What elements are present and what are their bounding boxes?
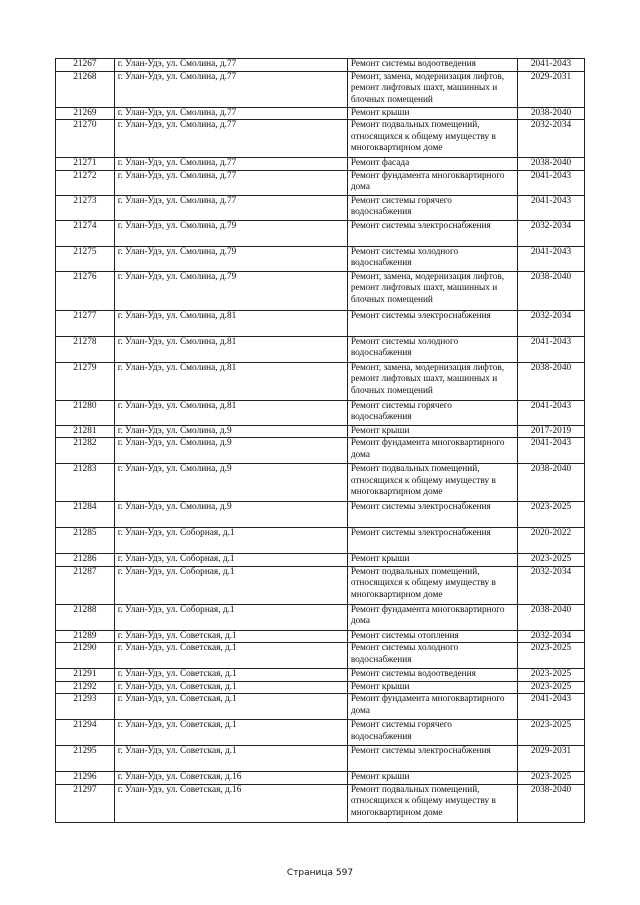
row-address: г. Улан-Удэ, ул. Советская, д.1 [114,694,347,720]
row-period: 2038-2040 [517,158,584,171]
row-period: 2032-2034 [517,310,584,336]
row-period: 2032-2034 [517,120,584,158]
row-work-type: Ремонт фундамента многоквартирного дома [347,438,517,464]
row-period: 2032-2034 [517,566,584,604]
row-period: 2023-2025 [517,554,584,567]
row-number: 21290 [56,643,115,669]
row-number: 21279 [56,362,115,400]
table-row [56,158,585,171]
table-body [56,59,585,823]
row-number: 21267 [56,59,115,72]
row-period: 2038-2040 [517,271,584,310]
row-address: г. Улан-Удэ, ул. Смолина, д.9 [114,438,347,464]
row-period: 2017-2019 [517,425,584,438]
row-work-type: Ремонт крыши [347,107,517,120]
row-period: 2041-2043 [517,246,584,271]
row-number: 21276 [56,271,115,310]
table-row [56,120,585,158]
row-address: г. Улан-Удэ, ул. Смолина, д.77 [114,107,347,120]
table-row [56,554,585,567]
row-period: 2032-2034 [517,630,584,643]
row-work-type: Ремонт системы электроснабжения [347,220,517,246]
row-period: 2023-2025 [517,643,584,669]
repair-schedule-table [55,58,585,823]
row-work-type: Ремонт фасада [347,158,517,171]
row-work-type: Ремонт крыши [347,681,517,694]
table-row [56,502,585,528]
row-period: 2041-2043 [517,170,584,195]
row-number: 21280 [56,400,115,425]
table-row [56,681,585,694]
row-address: г. Улан-Удэ, ул. Советская, д.16 [114,784,347,822]
row-work-type: Ремонт крыши [347,554,517,567]
row-address: г. Улан-Удэ, ул. Советская, д.1 [114,669,347,682]
row-address: г. Улан-Удэ, ул. Соборная, д.1 [114,604,347,630]
row-period: 2023-2025 [517,772,584,785]
row-number: 21269 [56,107,115,120]
row-number: 21294 [56,720,115,746]
table-row [56,720,585,746]
table-row [56,271,585,310]
table-row [56,362,585,400]
table-row [56,71,585,107]
row-address: г. Улан-Удэ, ул. Смолина, д.9 [114,464,347,502]
row-period: 2041-2043 [517,438,584,464]
row-period: 2038-2040 [517,362,584,400]
row-period: 2041-2043 [517,694,584,720]
row-number: 21274 [56,220,115,246]
page-number: Страница 597 [286,868,354,878]
row-work-type: Ремонт системы электроснабжения [347,746,517,772]
row-number: 21288 [56,604,115,630]
row-period: 2041-2043 [517,400,584,425]
row-period: 2032-2034 [517,220,584,246]
row-address: г. Улан-Удэ, ул. Соборная, д.1 [114,566,347,604]
row-work-type: Ремонт фундамента многоквартирного дома [347,604,517,630]
row-address: г. Улан-Удэ, ул. Советская, д.1 [114,681,347,694]
row-work-type: Ремонт системы горячего водоснабжения [347,720,517,746]
row-work-type: Ремонт системы электроснабжения [347,310,517,336]
row-period: 2041-2043 [517,336,584,362]
row-period: 2038-2040 [517,604,584,630]
table-row [56,694,585,720]
table-row [56,464,585,502]
row-address: г. Улан-Удэ, ул. Соборная, д.1 [114,528,347,554]
row-period: 2029-2031 [517,746,584,772]
row-work-type: Ремонт крыши [347,425,517,438]
row-work-type: Ремонт системы холодного водоснабжения [347,643,517,669]
table-row [56,630,585,643]
row-address: г. Улан-Удэ, ул. Смолина, д.9 [114,425,347,438]
row-period: 2023-2025 [517,669,584,682]
row-work-type: Ремонт, замена, модернизация лифтов, ремонт лифтовых шахт, машинных и блочных помещений [347,271,517,310]
row-address: г. Улан-Удэ, ул. Смолина, д.77 [114,158,347,171]
table-row [56,643,585,669]
row-work-type: Ремонт системы водоотведения [347,669,517,682]
row-number: 21281 [56,425,115,438]
table-row [56,604,585,630]
row-period: 2023-2025 [517,502,584,528]
row-address: г. Улан-Удэ, ул. Советская, д.1 [114,746,347,772]
row-period: 2020-2022 [517,528,584,554]
table-row [56,107,585,120]
row-number: 21275 [56,246,115,271]
row-work-type: Ремонт, замена, модернизация лифтов, ремонт лифтовых шахт, машинных и блочных помещений [347,71,517,107]
table-row [56,425,585,438]
row-work-type: Ремонт системы отопления [347,630,517,643]
table-row [56,195,585,220]
row-period: 2038-2040 [517,464,584,502]
table-row [56,772,585,785]
row-address: г. Улан-Удэ, ул. Смолина, д.79 [114,246,347,271]
table-row [56,784,585,822]
row-number: 21284 [56,502,115,528]
row-period: 2029-2031 [517,71,584,107]
row-address: г. Улан-Удэ, ул. Смолина, д.81 [114,362,347,400]
table-row [56,220,585,246]
row-period: 2041-2043 [517,195,584,220]
row-number: 21270 [56,120,115,158]
row-work-type: Ремонт системы электроснабжения [347,502,517,528]
row-number: 21292 [56,681,115,694]
row-work-type: Ремонт фундамента многоквартирного дома [347,170,517,195]
row-address: г. Улан-Удэ, ул. Соборная, д.1 [114,554,347,567]
row-period: 2038-2040 [517,107,584,120]
row-address: г. Улан-Удэ, ул. Смолина, д.77 [114,71,347,107]
row-period: 2023-2025 [517,720,584,746]
row-address: г. Улан-Удэ, ул. Смолина, д.79 [114,220,347,246]
row-number: 21291 [56,669,115,682]
row-address: г. Улан-Удэ, ул. Смолина, д.81 [114,400,347,425]
row-number: 21297 [56,784,115,822]
row-work-type: Ремонт подвальных помещений, относящихся к общему имуществу в многоквартирном доме [347,784,517,822]
table-row [56,438,585,464]
row-address: г. Улан-Удэ, ул. Советская, д.16 [114,772,347,785]
row-address: г. Улан-Удэ, ул. Смолина, д.81 [114,336,347,362]
row-period: 2038-2040 [517,784,584,822]
row-work-type: Ремонт системы холодного водоснабжения [347,336,517,362]
row-address: г. Улан-Удэ, ул. Смолина, д.77 [114,59,347,72]
row-number: 21283 [56,464,115,502]
table-row [56,746,585,772]
row-work-type: Ремонт фундамента многоквартирного дома [347,694,517,720]
row-period: 2023-2025 [517,681,584,694]
table-row [56,336,585,362]
row-address: г. Улан-Удэ, ул. Советская, д.1 [114,720,347,746]
row-work-type: Ремонт системы электроснабжения [347,528,517,554]
row-number: 21277 [56,310,115,336]
table-row [56,566,585,604]
row-number: 21268 [56,71,115,107]
table-row [56,246,585,271]
row-address: г. Улан-Удэ, ул. Смолина, д.77 [114,195,347,220]
row-work-type: Ремонт системы холодного водоснабжения [347,246,517,271]
row-work-type: Ремонт подвальных помещений, относящихся к общему имуществу в многоквартирном доме [347,566,517,604]
table-row [56,170,585,195]
row-number: 21272 [56,170,115,195]
table-row [56,310,585,336]
row-address: г. Улан-Удэ, ул. Смолина, д.77 [114,120,347,158]
table-row [56,59,585,72]
row-number: 21271 [56,158,115,171]
table-row [56,669,585,682]
row-work-type: Ремонт подвальных помещений, относящихся к общему имуществу в многоквартирном доме [347,464,517,502]
row-work-type: Ремонт подвальных помещений, относящихся к общему имуществу в многоквартирном доме [347,120,517,158]
row-work-type: Ремонт системы водоотведения [347,59,517,72]
row-number: 21273 [56,195,115,220]
row-number: 21286 [56,554,115,567]
row-number: 21296 [56,772,115,785]
row-period: 2041-2043 [517,59,584,72]
row-address: г. Улан-Удэ, ул. Смолина, д.77 [114,170,347,195]
row-work-type: Ремонт, замена, модернизация лифтов, ремонт лифтовых шахт, машинных и блочных помещений [347,362,517,400]
row-number: 21295 [56,746,115,772]
row-work-type: Ремонт системы горячего водоснабжения [347,400,517,425]
row-address: г. Улан-Удэ, ул. Смолина, д.79 [114,271,347,310]
row-number: 21287 [56,566,115,604]
table-row [56,528,585,554]
row-number: 21278 [56,336,115,362]
row-work-type: Ремонт крыши [347,772,517,785]
row-work-type: Ремонт системы горячего водоснабжения [347,195,517,220]
row-address: г. Улан-Удэ, ул. Советская, д.1 [114,643,347,669]
table-row [56,400,585,425]
row-address: г. Улан-Удэ, ул. Смолина, д.9 [114,502,347,528]
row-number: 21282 [56,438,115,464]
row-address: г. Улан-Удэ, ул. Смолина, д.81 [114,310,347,336]
row-number: 21285 [56,528,115,554]
row-number: 21293 [56,694,115,720]
row-address: г. Улан-Удэ, ул. Советская, д.1 [114,630,347,643]
row-number: 21289 [56,630,115,643]
